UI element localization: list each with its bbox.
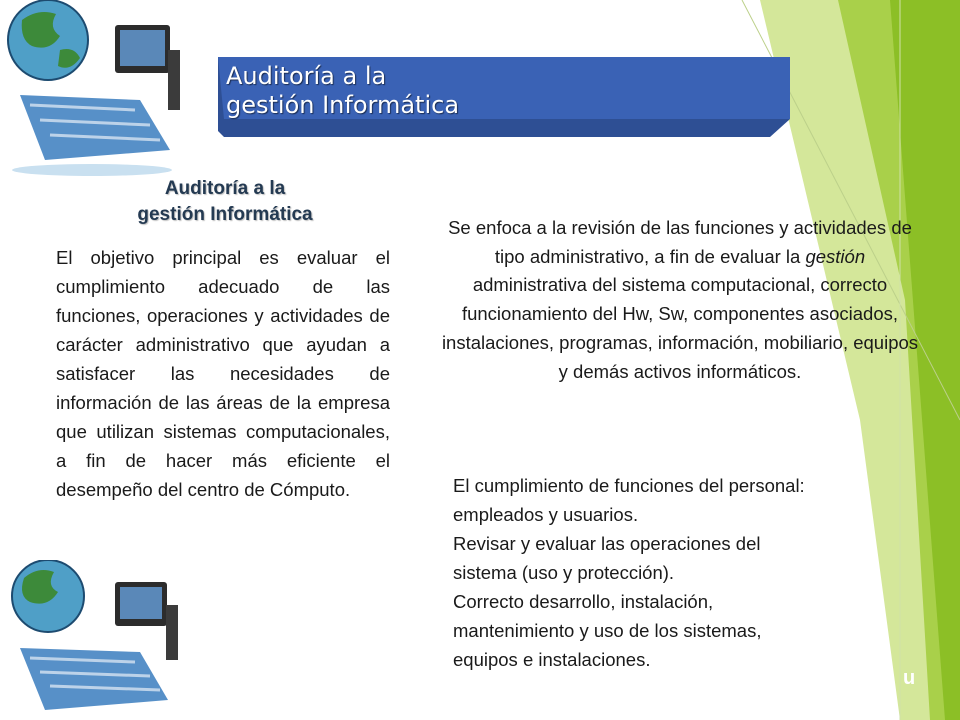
section-heading-line2: gestión Informática [137,204,313,225]
focus-text-part1: Se enfoca a la revisión de las funciones y actividades de tipo administrativo, a fin de evaluar la [448,217,912,267]
focus-text-part2: administrativa del sistema computacional, correcto funcionamiento del Hw, Sw, componentes asociados, instalaciones, programas, información, mobiliario, equipos y demás activos informáticos. [441,274,919,382]
point-line: equipos e instalaciones. [453,649,651,670]
banner-title-line1: Auditoría a la [226,62,387,90]
point-line: sistema (uso y protección). [453,562,675,583]
objective-paragraph: El objetivo principal es evaluar el cumplimiento adecuado de las funciones, operaciones y actividades de carácter administrativo que ayudan a satisfacer las necesidades de información de las áreas de la empresa que utilizan sistemas computacionales, a fin de hacer más eficiente el desempeño del centro de Cómputo. [56,247,390,500]
section-heading [60,176,390,228]
point-line: empleados y usuarios. [453,504,639,525]
points-list [453,471,923,674]
focus-paragraph [440,214,920,386]
section-heading-line1: Auditoría a la [164,178,286,199]
point-line: El cumplimiento de funciones del personal: [453,475,805,496]
banner-title [226,62,459,120]
point-line: Correcto desarrollo, instalación, [453,591,714,612]
globe-computer-logo-bottom [0,560,190,720]
point-line: mantenimiento y uso de los sistemas, [453,620,762,641]
globe-computer-logo [0,0,190,178]
point-line: Revisar y evaluar las operaciones del [453,533,761,554]
focus-text-emphasis: gestión [805,245,866,267]
banner-title-line2: gestión Informática [226,91,460,119]
corner-mark: u [903,667,916,689]
